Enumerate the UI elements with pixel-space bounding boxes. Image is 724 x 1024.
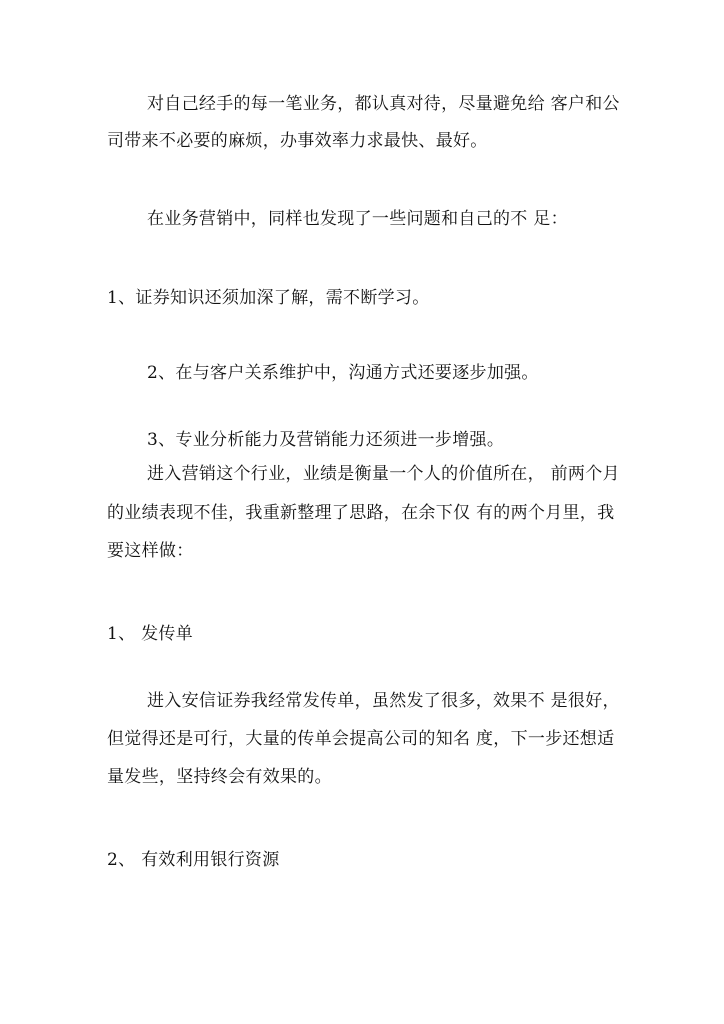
section-heading-1: 1、 发传单 [107,624,194,644]
paragraph-4-line-2: 但觉得还是可行，大量的传单会提高公司的知名 度，下一步还想适 [107,729,615,749]
paragraph-1-line-1: 对自己经手的每一笔业务，都认真对待，尽量避免给 客户和公 [147,94,620,114]
list-item-2: 2、在与客户关系维护中，沟通方式还要逐步加强。 [147,363,539,383]
paragraph-2-line-1: 在业务营销中，同样也发现了一些问题和自己的不 足： [147,209,568,229]
paragraph-1-line-2: 司带来不必要的麻烦，办事效率力求最快、最好。 [107,131,488,151]
list-item-3: 3、专业分析能力及营销能力还须进一步增强。 [147,430,505,450]
section-heading-2: 2、 有效利用银行资源 [107,850,280,870]
paragraph-4-line-1: 进入安信证券我经常发传单，虽然发了很多，效果不 是很好， [147,691,620,711]
list-item-1: 1、证券知识还须加深了解，需不断学习。 [107,288,430,308]
paragraph-3-line-2: 的业绩表现不佳，我重新整理了思路，在余下仅 有的两个月里，我 [107,503,615,523]
paragraph-4-line-3: 量发些，坚持终会有效果的。 [107,767,332,787]
paragraph-3-line-1: 进入营销这个行业，业绩是衡量一个人的价值所在， 前两个月 [147,464,620,484]
paragraph-3-line-3: 要这样做： [107,541,194,561]
